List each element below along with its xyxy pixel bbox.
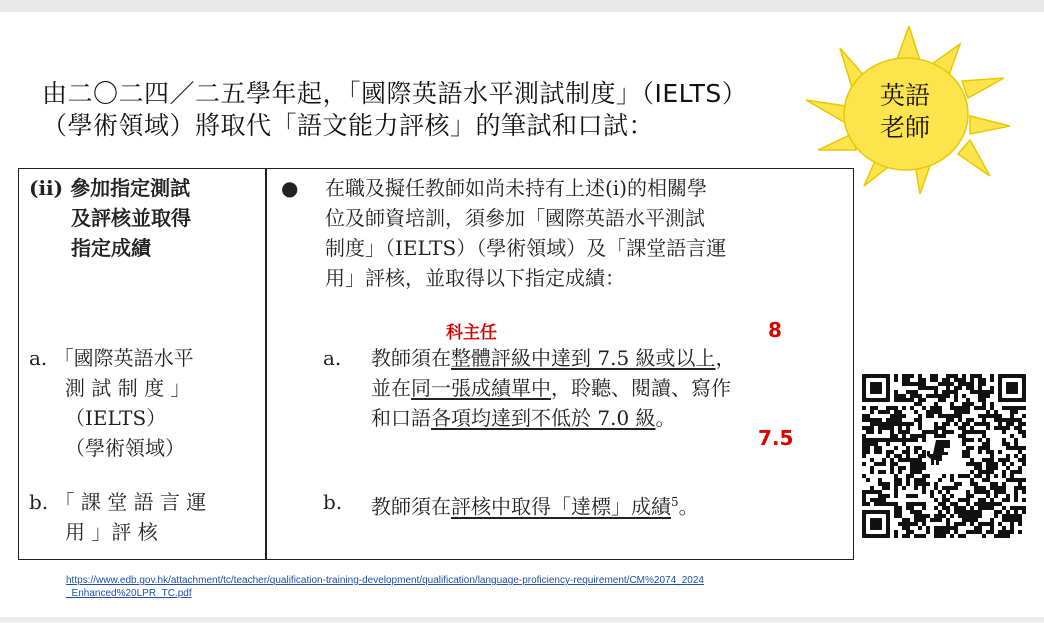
item-a-overall-score: 達到 7.5 級或以上 (551, 346, 716, 370)
annotation-each-7-5: 7.5 (758, 426, 794, 450)
item-a-line-2-post: ，聆聽、閱讀、寫作 (551, 376, 731, 400)
sun-badge-line-2: 老師 (879, 113, 930, 142)
heading-line-1: 由二〇二四／二五學年起，「國際英語水平測試制度」（IELTS） (42, 79, 748, 108)
item-a-line-1 (371, 343, 736, 373)
left-title-line-2: 及評核並取得 (71, 206, 191, 230)
item-a-line-3-pre: 和口語 (371, 406, 431, 430)
left-item-a-line-1: a. 「國際英語水平 (29, 346, 194, 370)
left-title-line-3: 指定成績 (71, 236, 151, 260)
item-a-line-1-pre: 教師須在 (371, 346, 451, 370)
sun-badge-text (868, 80, 942, 144)
intro-line-2: 位及師資培訓，須參加「國際英語水平測試 (325, 206, 705, 230)
left-item-a-line-2: 測 試 制 度 」 (65, 376, 191, 400)
item-b-marker: b. (323, 490, 343, 514)
annotation-subject-head: 科主任 (446, 323, 497, 343)
heading-line-2: （學術領域）將取代「語文能力評核」的筆試和口試： (42, 111, 655, 140)
annotation-overall-8: 8 (768, 318, 782, 342)
slide-heading (42, 78, 832, 142)
top-band (0, 0, 1044, 12)
item-a-same-report: 同一張成績單中 (411, 376, 551, 400)
left-item-a-line-4: （學術領域） (65, 436, 185, 460)
item-b-post: 。 (678, 494, 699, 519)
requirements-table (18, 168, 854, 560)
item-a-line-2-pre: 並在 (371, 376, 411, 400)
qr-center-logo (927, 440, 950, 465)
item-a-line-3 (371, 403, 676, 433)
item-a-line-2 (371, 373, 731, 403)
qr-code[interactable] (862, 374, 1030, 542)
left-item-b-line-2: 用 」評 核 (65, 520, 158, 544)
intro-line-4: 用」評核，並取得以下指定成績： (325, 266, 625, 290)
source-link[interactable]: https://www.edb.gov.hk/attachment/tc/teacher/qualification-training-development/qualification/language-proficiency-requirement/CM%2074_2024_Enhanced%20LPR_TC.pdf (66, 575, 704, 599)
intro-line-3: 制度」（IELTS）（學術領域）及「課堂語言運 (325, 236, 727, 260)
qr-finder-square (862, 510, 890, 538)
item-b-pre: 教師須在 (371, 494, 451, 519)
item-b-line (371, 487, 699, 522)
item-a-line-3-post: 。 (655, 406, 676, 430)
item-a-overall-band: 整體評級中 (451, 346, 551, 370)
footnote-marker: 5 (671, 495, 679, 509)
sun-badge-line-1: 英語 (879, 81, 930, 110)
qr-code-image (862, 374, 1030, 542)
left-item-a-line-3: （IELTS） (65, 406, 167, 430)
item-a-line-1-post: ， (715, 346, 736, 370)
item-a-marker: a. (323, 346, 342, 370)
left-item-b-line-1: b. 「 課 堂 語 言 運 (29, 490, 207, 514)
qr-finder-square (862, 374, 890, 402)
qr-finder-square (998, 374, 1026, 402)
item-b-attainment: 評核中取得「達標」成績 (451, 494, 671, 519)
left-title-line-1: (ii) 參加指定測試 (29, 176, 191, 200)
intro-line-1: 在職及擬任教師如尚未持有上述(i)的相關學 (325, 176, 708, 200)
table-divider (265, 169, 267, 559)
bullet-icon: ● (281, 176, 299, 200)
item-a-each-score: 各項均達到不低於 7.0 級 (431, 406, 656, 430)
